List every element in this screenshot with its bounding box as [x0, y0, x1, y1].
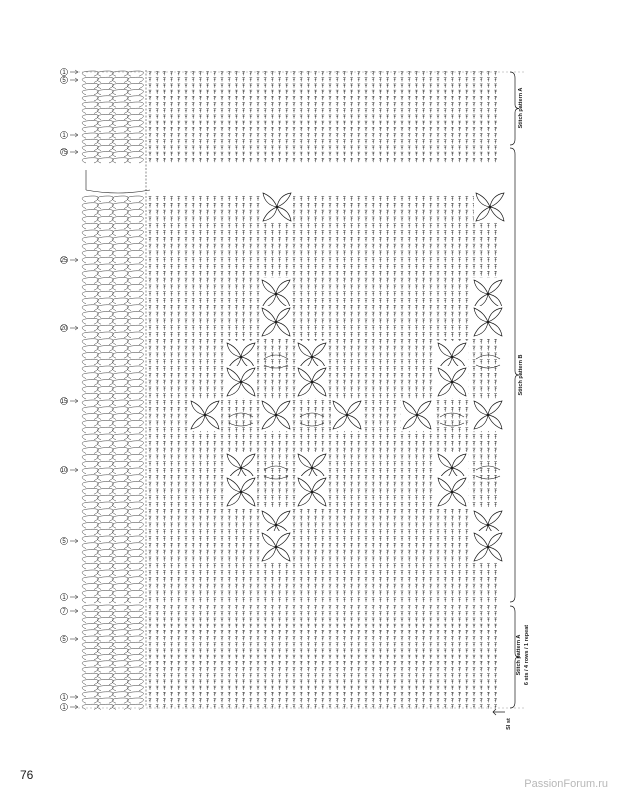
edge-loops-bottom [82, 605, 143, 709]
leaf-motif-22-center [451, 491, 453, 493]
leaf-motif-13-center [275, 414, 277, 416]
start-arrow [493, 709, 505, 715]
leaf-motif-0 [261, 191, 293, 223]
chain-arc-4-arc1 [440, 413, 464, 417]
leaf-motif-16 [472, 399, 504, 431]
row-label-5 [60, 635, 78, 643]
leaf-motif-20-center [240, 491, 242, 493]
row-label-arrow [70, 399, 78, 403]
section-label-top: Stitch pattern A [518, 87, 524, 129]
leaf-motif-26 [472, 531, 504, 563]
chain-arc-1-arc1 [476, 355, 500, 359]
chain-arc-5-arc1 [264, 466, 288, 470]
row-label-arrow [70, 150, 78, 154]
row-labels [60, 68, 78, 711]
chain-arc-3-arc1 [300, 413, 324, 417]
chain-arc-5-arc2 [264, 476, 288, 479]
leaf-motif-21 [296, 476, 328, 508]
row-label-text: 1 [62, 133, 66, 139]
row-label-arrow [70, 326, 78, 330]
leaf-motif-10 [296, 366, 328, 398]
edge-loops-top-path [82, 71, 143, 163]
leaf-motif-1 [474, 191, 506, 223]
stitch-band-top-path [149, 72, 497, 163]
leaf-motif-26-center [487, 546, 489, 548]
leaf-motif-12-center [204, 414, 206, 416]
chain-arc-2-arc2 [229, 423, 253, 426]
chain-arc-3-arc2 [300, 423, 324, 426]
leaf-motif-5 [472, 306, 504, 338]
chain-arc-2-arc1 [229, 413, 253, 417]
row-label-text: 1 [62, 695, 66, 701]
row-label-text: 15 [60, 399, 68, 405]
turning-chain [86, 170, 150, 193]
chain-arc-0-arc1 [264, 355, 288, 359]
stitch-band-bottom [149, 606, 497, 709]
leaf-motif-9-center [240, 381, 242, 383]
row-label-text: 5 [62, 78, 66, 84]
row-label-5 [60, 537, 78, 545]
row-label-text: 75 [60, 150, 68, 156]
row-label-1 [60, 131, 78, 139]
leaf-motif-1-center [489, 206, 491, 208]
row-label-arrow [70, 595, 78, 599]
leaf-motif-0-center [276, 206, 278, 208]
chain-arc-6-arc1 [476, 466, 500, 470]
leaf-motif-6-center [240, 356, 242, 358]
row-label-75 [60, 148, 78, 156]
leaf-motif-18-center [311, 467, 313, 469]
stitch-band-top [149, 72, 497, 163]
chain-arc-4 [440, 413, 464, 426]
leaf-motif-15-center [416, 414, 418, 416]
section-label-bottom-2: 6 sts / 4 rows / 1 repeat [524, 624, 530, 686]
row-label-text: 20 [60, 326, 68, 332]
row-label-text: 5 [62, 637, 66, 643]
row-label-1 [60, 68, 78, 76]
section-label-middle: Stitch pattern B [518, 354, 524, 396]
leaf-motif-21-center [311, 491, 313, 493]
leaf-motif-15 [401, 399, 433, 431]
watermark: PassionForum.ru [524, 778, 608, 790]
leaf-motif-16-center [487, 414, 489, 416]
chain-arc-0-arc2 [264, 365, 288, 368]
leaf-motif-24-center [487, 524, 489, 526]
row-label-7 [60, 607, 78, 615]
row-label-1 [60, 703, 78, 711]
leaf-motif-20 [225, 476, 257, 508]
leaf-motif-4 [260, 306, 292, 338]
leaf-motif-7-center [311, 356, 313, 358]
row-label-arrow [70, 609, 78, 613]
row-label-text: 1 [62, 595, 66, 601]
chain-arc-0 [264, 355, 288, 368]
leaf-motif-14-center [346, 414, 348, 416]
leaf-motif-14 [331, 399, 363, 431]
row-label-text: 5 [62, 539, 66, 545]
row-label-text: 1 [62, 70, 66, 76]
row-label-arrow [70, 133, 78, 137]
chain-arc-4-arc2 [440, 423, 464, 426]
leaf-motif-3-center [487, 293, 489, 295]
row-label-arrow [70, 468, 78, 472]
leaf-motif-10-center [311, 381, 313, 383]
leaf-motif-11 [436, 366, 468, 398]
row-label-arrow [70, 70, 78, 74]
row-label-arrow [70, 258, 78, 262]
row-label-10 [60, 466, 78, 474]
start-label: Sl st [506, 718, 512, 730]
row-label-text: 7 [62, 609, 66, 615]
row-label-1 [60, 693, 78, 701]
leaf-motif-2 [260, 278, 292, 310]
leaf-motif-3 [472, 278, 504, 310]
leaf-motif-19-center [451, 467, 453, 469]
leaf-motif-11-center [451, 381, 453, 383]
leaf-motif-17-center [240, 467, 242, 469]
leaf-motif-2-center [275, 293, 277, 295]
edge-loops-top [82, 71, 143, 163]
leaf-motif-5-center [487, 321, 489, 323]
leaf-motif-8-center [451, 356, 453, 358]
row-label-5 [60, 76, 78, 84]
row-label-arrow [70, 705, 78, 709]
chain-arc-5 [264, 466, 288, 479]
row-label-25 [60, 256, 78, 264]
section-label-bottom-1: Stitch pattern A [516, 634, 522, 676]
leaf-motif-13 [260, 399, 292, 431]
leaf-motif-22 [436, 476, 468, 508]
row-label-arrow [70, 637, 78, 641]
row-label-20 [60, 324, 78, 332]
leaf-motif-4-center [275, 321, 277, 323]
row-label-arrow [70, 539, 78, 543]
row-label-text: 10 [60, 468, 68, 474]
leaf-motif-23-center [275, 524, 277, 526]
edge-loops-middle-path [82, 196, 143, 603]
chain-arc-2 [229, 413, 253, 426]
leaf-motif-25 [260, 531, 292, 563]
edge-loops-middle [82, 196, 143, 603]
row-label-1 [60, 593, 78, 601]
leaf-motif-25-center [275, 546, 277, 548]
page-number: 76 [20, 768, 34, 782]
row-label-arrow [70, 78, 78, 82]
leaf-motif-12 [189, 399, 221, 431]
leaf-motif-9 [225, 366, 257, 398]
row-label-15 [60, 397, 78, 405]
row-label-text: 25 [60, 258, 68, 264]
row-label-text: 1 [62, 705, 66, 711]
row-label-arrow [70, 695, 78, 699]
stitch-band-bottom-path [149, 606, 497, 709]
chain-arc-3 [300, 413, 324, 426]
edge-loops-bottom-path [82, 605, 143, 709]
